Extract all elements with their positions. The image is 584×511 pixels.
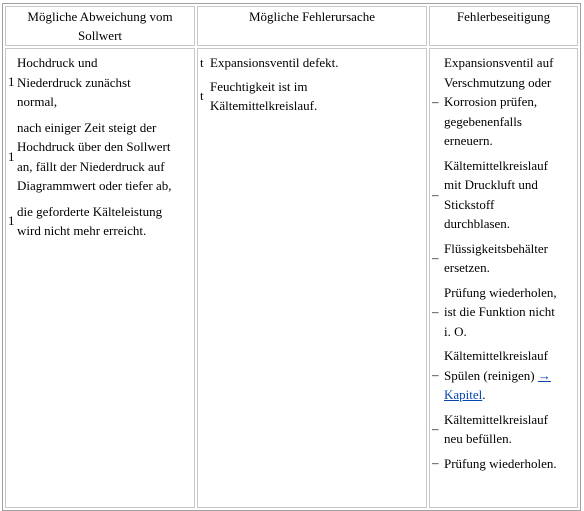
list-item xyxy=(432,410,577,449)
item-marker: – xyxy=(432,93,439,109)
deviation-cell xyxy=(5,48,195,508)
item-marker: 1 xyxy=(8,213,15,228)
table-row xyxy=(5,48,578,508)
list-item xyxy=(8,53,194,112)
header-deviation: Mögliche Abweichung vom Sollwert xyxy=(5,6,195,46)
list-item xyxy=(432,346,577,405)
item-text: nach einiger Zeit steigt der Hochdruck über den Sollwert an, fällt der Niederdruck auf Diagrammwert oder tiefer ab, xyxy=(17,119,172,193)
list-item xyxy=(432,53,577,151)
item-text: Expansionsventil defekt. xyxy=(210,55,339,70)
item-marker: 1 xyxy=(8,74,15,90)
item-marker: – xyxy=(432,186,439,202)
cause-cell xyxy=(197,48,427,508)
list-item xyxy=(200,53,426,73)
list-item xyxy=(432,239,577,278)
item-text: Kältemittelkreislauf neu befüllen. xyxy=(444,411,548,446)
item-text: Flüssigkeitsbehälter ersetzen. xyxy=(444,240,548,275)
kapitel-link[interactable]: → Kapitel xyxy=(444,367,551,402)
header-cause: Mögliche Fehlerursache xyxy=(197,6,427,46)
list-item xyxy=(432,454,577,474)
item-marker: t xyxy=(200,54,204,70)
item-text: die geforderte Kälteleistung wird nicht mehr erreicht. xyxy=(17,203,163,238)
item-marker: – xyxy=(432,303,439,319)
item-text: Hochdruck und Niederdruck zunächst normal, xyxy=(17,55,131,109)
item-marker: t xyxy=(200,88,204,103)
list-item xyxy=(8,118,194,196)
list-item xyxy=(200,77,426,116)
item-marker: 1 xyxy=(8,148,15,164)
list-item xyxy=(432,156,577,234)
list-item xyxy=(432,283,577,342)
troubleshooting-table xyxy=(2,3,581,511)
header-row xyxy=(5,6,578,46)
item-text: Kältemittelkreislauf mit Druckluft und Stickstoff durchblasen. xyxy=(444,157,548,231)
item-text: Feuchtigkeit ist im Kältemittelkreislauf. xyxy=(210,78,318,113)
item-text: Prüfung wiederholen. xyxy=(444,455,557,471)
item-marker: – xyxy=(432,367,439,383)
item-marker: – xyxy=(432,421,439,436)
item-text: Expansionsventil auf Verschmutzung oder Korrosion prüfen, gegebenenfalls erneuern. xyxy=(444,55,554,148)
list-item xyxy=(8,202,194,241)
header-remedy: Fehlerbeseitigung xyxy=(429,6,578,46)
remedy-cell xyxy=(429,48,578,508)
link-trailing-period: . xyxy=(482,387,486,402)
item-text xyxy=(444,346,562,405)
item-marker: – xyxy=(432,455,439,471)
item-text-main: Kältemittelkreislauf Spülen (reinigen) xyxy=(444,348,548,383)
item-marker: – xyxy=(432,250,439,265)
item-text: Prüfung wiederholen, ist die Funktion nicht i. O. xyxy=(444,284,557,339)
